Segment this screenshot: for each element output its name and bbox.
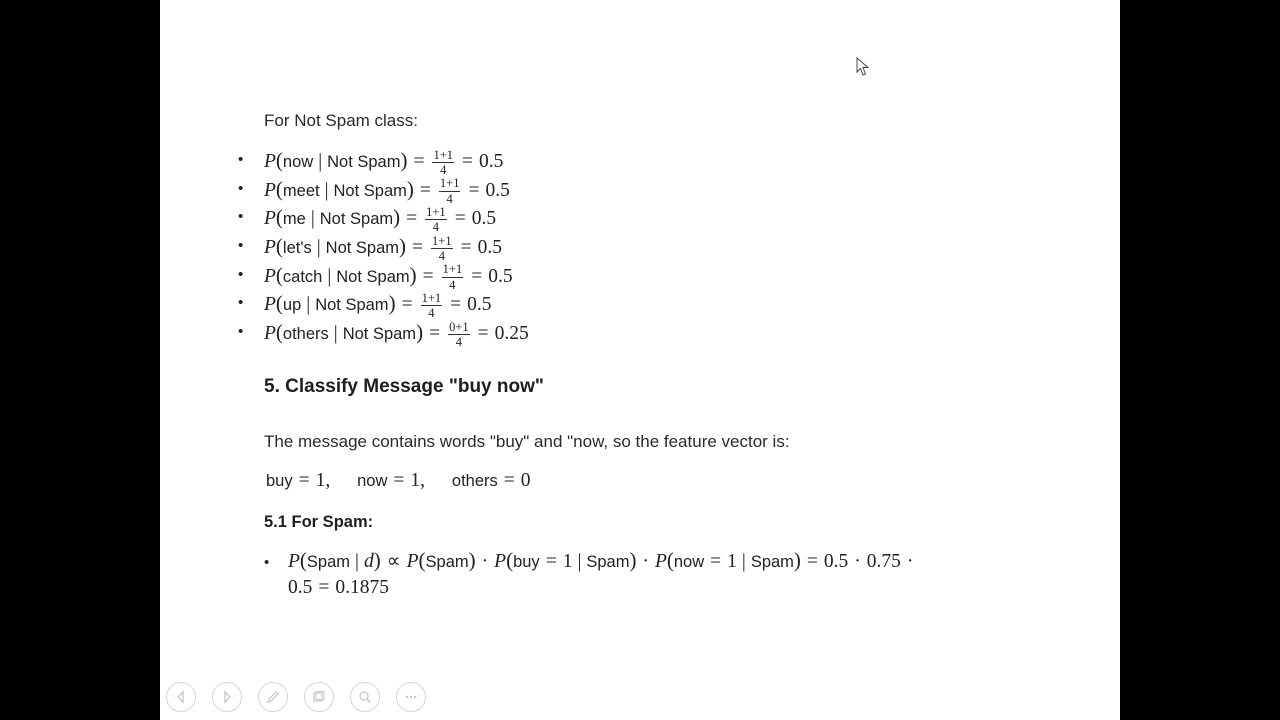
bullet: • [238, 323, 244, 341]
feature-others-value: 0 [520, 470, 531, 491]
feature-now-value: 1 [410, 470, 421, 491]
not-spam-intro: For Not Spam class: [264, 111, 418, 130]
result: 0.5 [488, 265, 513, 287]
condition: Not Spam [315, 296, 389, 315]
word: let's [282, 239, 312, 258]
word: now [282, 153, 314, 171]
bullet: • [238, 294, 244, 312]
result: 0.5 [477, 237, 502, 259]
spam-equation-line-1: P(Spam | d) ∝ P(Spam) · P(buy = 1 | Spam) · P(now = 1 | Spam) = 0.5 · 0.75 · [288, 548, 914, 572]
denominator: 4 [449, 277, 456, 292]
bullet: • [264, 554, 270, 571]
probability-item: • P(now | Not Spam) = $\frac{1+1}{4}$ = 0.5 [238, 147, 504, 178]
result: 0.5 [479, 151, 504, 172]
bullet: • [238, 151, 244, 168]
spam-prior: 0.5 [823, 551, 849, 572]
condition: Not Spam [325, 239, 400, 258]
probability-item: • P(up | Not Spam) = $\frac{1+1}{4}$ = 0.5 [238, 290, 492, 321]
feature-now-name: now [357, 472, 388, 490]
pen-icon [265, 689, 281, 705]
presentation-controls [166, 682, 442, 712]
section-heading: 5. Classify Message "buy now" [264, 376, 544, 397]
spam-now-likelihood: 0.5 [288, 577, 313, 598]
spam-result: 0.1875 [335, 577, 389, 598]
feature-buy-value: 1 [315, 470, 326, 491]
numerator: 1+1 [439, 176, 460, 191]
next-slide-button[interactable] [212, 682, 242, 712]
message-text: The message contains words "buy" and "now, so the feature vector is: [264, 432, 790, 451]
pen-button[interactable] [258, 682, 288, 712]
feature-others-name: others [451, 472, 498, 490]
slides-button[interactable] [304, 682, 334, 712]
word: meet [282, 181, 320, 200]
bullet: • [238, 265, 244, 283]
result: 0.5 [485, 179, 510, 201]
probability-item: • P(others | Not Spam) = $\frac{0+1}{4}$ = 0.25 [238, 319, 529, 350]
condition: Not Spam [327, 153, 401, 171]
numerator: 1+1 [432, 233, 452, 248]
result: 0.5 [467, 294, 492, 316]
slides-icon [311, 689, 327, 705]
denominator: 4 [455, 335, 462, 350]
denominator: 4 [428, 306, 435, 321]
slide [160, 0, 1120, 720]
feature-vector: buy = 1, now = 1, others = 0 [266, 470, 531, 491]
magnifier-icon [357, 689, 373, 705]
zoom-button[interactable] [350, 682, 380, 712]
more-icon [403, 689, 419, 705]
more-button[interactable] [396, 682, 426, 712]
subsection-heading: 5.1 For Spam: [264, 513, 374, 531]
word: catch [282, 267, 323, 286]
denominator: 4 [440, 163, 447, 178]
probability-item: • P(me | Not Spam) = $\frac{1+1}{4}$ = 0.5 [238, 204, 497, 235]
denominator: 4 [432, 220, 440, 235]
spam-buy-likelihood: 0.75 [866, 551, 901, 572]
numerator: 0+1 [449, 319, 469, 334]
condition: Not Spam [342, 325, 417, 344]
numerator: 1+1 [426, 204, 446, 219]
word: me [282, 210, 306, 229]
mouse-cursor-icon [856, 57, 870, 77]
numerator: 1+1 [421, 290, 442, 305]
result: 0.5 [471, 208, 497, 230]
probability-item: • P(meet | Not Spam) = $\frac{1+1}{4}$ = 0.5 [238, 176, 510, 206]
probability-item: • P(let's | Not Spam) = $\frac{1+1}{4}$ = 0.5 [238, 233, 502, 264]
bullet: • [238, 179, 244, 197]
word: up [282, 296, 302, 315]
bullet: • [238, 208, 244, 226]
spam-equation-line-2: 0.5 = 0.1875 [288, 577, 389, 598]
denominator: 4 [438, 249, 445, 264]
result: 0.25 [494, 323, 529, 345]
bullet: • [238, 237, 244, 255]
numerator: 1+1 [433, 147, 454, 162]
arrow-left-icon [173, 689, 189, 705]
condition: Not Spam [319, 210, 394, 229]
denominator: 4 [446, 191, 453, 206]
numerator: 1+1 [442, 262, 463, 277]
feature-buy-name: buy [266, 472, 293, 490]
word: others [282, 325, 329, 344]
condition: Not Spam [333, 181, 407, 200]
previous-slide-button[interactable] [166, 682, 196, 712]
condition: Not Spam [336, 267, 410, 286]
probability-item: • P(catch | Not Spam) = $\frac{1+1}{4}$ = 0.5 [238, 262, 513, 292]
arrow-right-icon [219, 689, 235, 705]
not-spam-probability-list [238, 146, 529, 350]
